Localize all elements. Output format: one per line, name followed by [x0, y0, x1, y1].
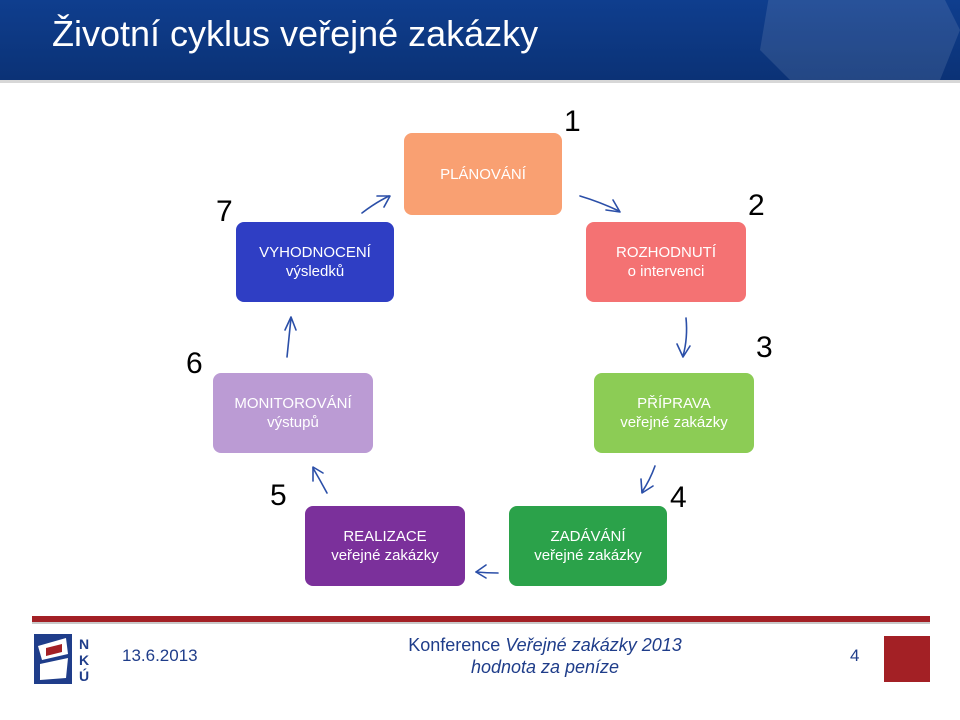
arrow-2-to-3	[677, 318, 690, 357]
arrow-7-to-1	[362, 196, 390, 213]
footer-divider-grey	[32, 622, 930, 624]
stage-monitorovani	[213, 373, 373, 453]
slide-header	[0, 0, 960, 80]
stage-5-subtitle: veřejné zakázky	[331, 547, 439, 564]
stage-2-title: ROZHODNUTÍ	[616, 244, 716, 261]
slide-title: Životní cyklus veřejné zakázky	[52, 13, 539, 54]
stage-rozhodnuti	[586, 222, 746, 302]
footer-conference-prefix: Konference	[408, 635, 506, 655]
stage-4-title: ZADÁVÁNÍ	[550, 528, 626, 545]
stage-2-subtitle: o intervenci	[627, 263, 705, 280]
footer-conference	[360, 634, 730, 678]
stage-3-subtitle: veřejné zakázky	[620, 414, 728, 431]
footer-conference-subtitle: hodnota za peníze	[470, 657, 620, 677]
stage-vyhodnoceni	[236, 222, 394, 302]
logo-letter-n: N	[79, 636, 90, 652]
stage-number-4: 4	[670, 481, 687, 514]
footer-date: 13.6.2013	[122, 646, 198, 665]
stage-1-title: PLÁNOVÁNÍ	[440, 165, 526, 183]
stage-7-subtitle: výsledků	[285, 263, 345, 280]
stage-number-6: 6	[186, 347, 203, 380]
stage-7-title: VYHODNOCENÍ	[259, 244, 371, 261]
stage-number-3: 3	[756, 331, 773, 364]
stage-3-title: PŘÍPRAVA	[637, 395, 711, 412]
stage-zadavani	[509, 506, 667, 586]
stage-planovani	[404, 133, 562, 215]
stage-6-title: MONITOROVÁNÍ	[234, 395, 352, 412]
stage-number-1: 1	[564, 105, 581, 138]
footer-conference-title: Veřejné zakázky 2013	[505, 635, 682, 655]
arrow-6-to-7	[285, 317, 296, 357]
stage-4-subtitle: veřejné zakázky	[534, 547, 642, 564]
stage-realizace	[305, 506, 465, 586]
nku-watermark-logo	[740, 0, 960, 80]
stage-number-5: 5	[270, 479, 287, 512]
arrow-4-to-5	[476, 565, 498, 578]
arrow-1-to-2	[580, 196, 620, 212]
footer-conference-line	[360, 634, 730, 656]
stage-6-subtitle: výstupů	[267, 414, 319, 431]
stage-number-7: 7	[216, 195, 233, 228]
logo-letter-k: K	[79, 652, 90, 668]
nku-logo	[32, 632, 104, 686]
stage-priprava	[594, 373, 754, 453]
page-number: 4	[850, 646, 860, 665]
footer-red-square	[884, 636, 930, 682]
logo-letter-u: Ú	[79, 668, 90, 684]
arrow-5-to-6	[313, 467, 327, 493]
header-divider	[0, 80, 960, 83]
stage-number-2: 2	[748, 189, 765, 222]
arrow-3-to-4	[641, 466, 655, 493]
stage-5-title: REALIZACE	[343, 528, 427, 545]
